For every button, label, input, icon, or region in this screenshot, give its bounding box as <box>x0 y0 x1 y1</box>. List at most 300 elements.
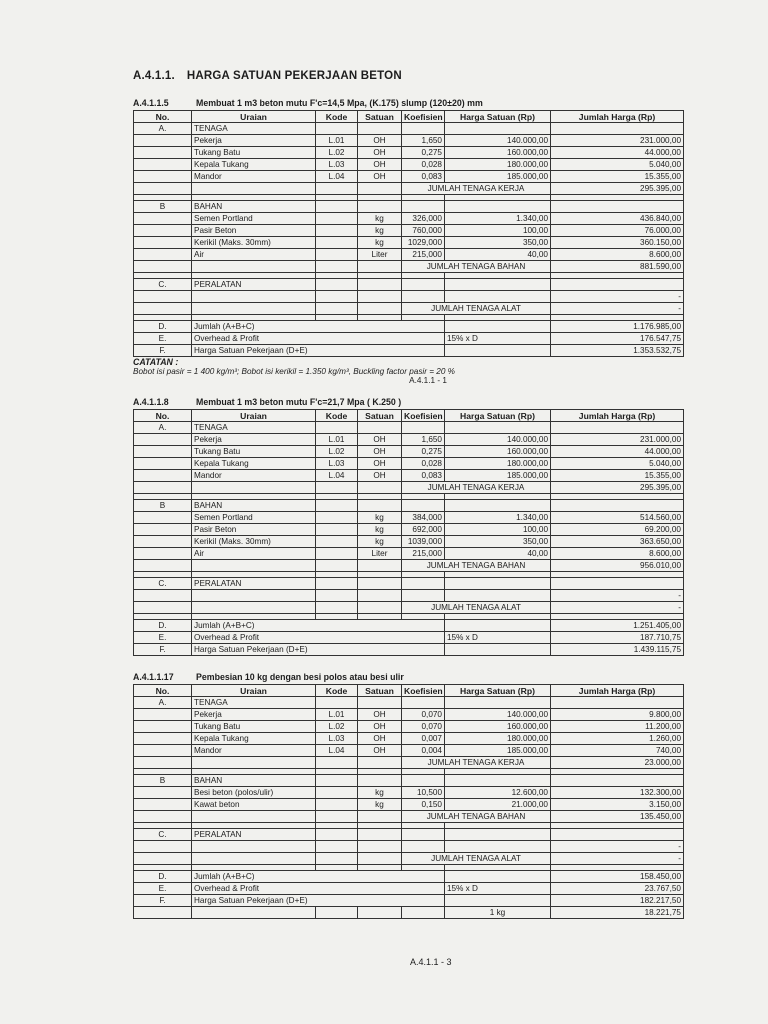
cell-jumlah-harga: 69.200,00 <box>551 524 684 536</box>
cell-no <box>134 745 192 757</box>
table-row-group-bahan <box>134 500 684 512</box>
cell-empty <box>134 907 192 919</box>
cell-empty <box>316 261 358 273</box>
cell-per-unit-value: 18.221,75 <box>551 907 684 919</box>
cell-kode <box>316 799 358 811</box>
cell-summary-label: Harga Satuan Pekerjaan (D+E) <box>192 895 445 907</box>
cell-subtotal-label: JUMLAH TENAGA BAHAN <box>402 811 551 823</box>
cell-empty <box>358 560 402 572</box>
cell-subtotal-label: JUMLAH TENAGA ALAT <box>402 853 551 865</box>
cell-group-label: TENAGA <box>192 422 316 434</box>
cell-subtotal-label: JUMLAH TENAGA ALAT <box>402 602 551 614</box>
cell-group-label: BAHAN <box>192 775 316 787</box>
cell-summary-formula: 15% x D <box>445 333 551 345</box>
cell-jumlah-harga: 15.355,00 <box>551 470 684 482</box>
cell-harga-satuan: 185.000,00 <box>445 470 551 482</box>
cell-summary-formula <box>445 644 551 656</box>
cell-koefisien: 0,275 <box>402 446 445 458</box>
cell-harga-satuan: 160.000,00 <box>445 147 551 159</box>
cell-jumlah-harga: 3.150,00 <box>551 799 684 811</box>
cell-summary-formula: 15% x D <box>445 883 551 895</box>
cell-empty <box>358 303 402 315</box>
cell-kode: L.04 <box>316 470 358 482</box>
table-row <box>134 159 684 171</box>
cell-empty <box>551 422 684 434</box>
cell-uraian: Pekerja <box>192 434 316 446</box>
cell-empty <box>316 590 358 602</box>
cell-summary-formula <box>445 321 551 333</box>
cell-no <box>134 213 192 225</box>
column-header: Jumlah Harga (Rp) <box>551 685 684 697</box>
cell-no: F. <box>134 644 192 656</box>
cell-summary-label: Harga Satuan Pekerjaan (D+E) <box>192 345 445 357</box>
cell-empty <box>402 697 445 709</box>
cell-kode <box>316 512 358 524</box>
table-row-subtotal <box>134 482 684 494</box>
cell-empty <box>134 291 192 303</box>
cell-uraian: Mandor <box>192 171 316 183</box>
cell-group-label: TENAGA <box>192 697 316 709</box>
cell-subtotal-value: 881.590,00 <box>551 261 684 273</box>
table-row <box>134 458 684 470</box>
table-header-row <box>134 410 684 422</box>
cell-empty <box>358 907 402 919</box>
cell-jumlah-harga: - <box>551 841 684 853</box>
cell-kode <box>316 225 358 237</box>
page-number: A.4.1.1 - 3 <box>410 957 452 967</box>
cell-koefisien: 1,650 <box>402 434 445 446</box>
cell-no <box>134 787 192 799</box>
table-row-equipment <box>134 291 684 303</box>
cell-summary-label: Jumlah (A+B+C) <box>192 871 445 883</box>
table-row-subtotal <box>134 183 684 195</box>
cell-empty <box>445 829 551 841</box>
column-header: Jumlah Harga (Rp) <box>551 410 684 422</box>
cell-empty <box>358 841 402 853</box>
table-row <box>134 446 684 458</box>
section-description: Pembesian 10 kg dengan besi polos atau besi ulir <box>196 672 404 682</box>
cell-no: E. <box>134 333 192 345</box>
cell-no: B <box>134 201 192 213</box>
section-code: A.4.1.1.5 <box>133 98 169 108</box>
cell-empty <box>445 279 551 291</box>
cell-koefisien: 0,083 <box>402 470 445 482</box>
cell-no <box>134 512 192 524</box>
cell-summary-value: 1.251.405,00 <box>551 620 684 632</box>
cell-kode: L.02 <box>316 147 358 159</box>
title-code: A.4.1.1. <box>133 70 175 82</box>
cell-subtotal-value: 23.000,00 <box>551 757 684 769</box>
cell-empty <box>402 201 445 213</box>
table-row <box>134 249 684 261</box>
cell-satuan: kg <box>358 787 402 799</box>
cell-jumlah-harga: - <box>551 590 684 602</box>
cell-empty <box>316 829 358 841</box>
cell-harga-satuan: 185.000,00 <box>445 171 551 183</box>
cell-uraian: Tukang Batu <box>192 721 316 733</box>
cell-empty <box>134 841 192 853</box>
column-header: Kode <box>316 111 358 123</box>
table-row-summary <box>134 895 684 907</box>
cell-empty <box>358 482 402 494</box>
cell-uraian: Kepala Tukang <box>192 159 316 171</box>
cell-harga-satuan: 40,00 <box>445 249 551 261</box>
cell-empty <box>134 482 192 494</box>
column-header: Koefisien <box>402 685 445 697</box>
section-description: Membuat 1 m3 beton mutu F'c=14,5 Mpa, (K.175) slump (120±20) mm <box>196 98 483 108</box>
cell-no <box>134 733 192 745</box>
cell-jumlah-harga: 231.000,00 <box>551 434 684 446</box>
cell-empty <box>316 811 358 823</box>
table-row <box>134 171 684 183</box>
notes-block <box>133 357 683 385</box>
cell-empty <box>358 697 402 709</box>
cell-kode <box>316 213 358 225</box>
section-description: Membuat 1 m3 beton mutu F'c=21,7 Mpa ( K.250 ) <box>196 397 402 407</box>
cell-satuan: OH <box>358 434 402 446</box>
cell-empty <box>358 123 402 135</box>
table-row <box>134 237 684 249</box>
cell-empty <box>316 841 358 853</box>
table-row-group-peralatan <box>134 829 684 841</box>
cell-satuan: OH <box>358 745 402 757</box>
table-row-group-bahan <box>134 775 684 787</box>
cell-koefisien: 384,000 <box>402 512 445 524</box>
cell-empty <box>316 853 358 865</box>
cell-no <box>134 458 192 470</box>
cell-kode: L.03 <box>316 733 358 745</box>
cell-empty <box>551 123 684 135</box>
cell-uraian: Kerikil (Maks. 30mm) <box>192 536 316 548</box>
column-header: Satuan <box>358 111 402 123</box>
cell-empty <box>316 757 358 769</box>
cell-empty <box>402 907 445 919</box>
cell-uraian: Pekerja <box>192 135 316 147</box>
cell-empty <box>192 811 316 823</box>
column-header: No. <box>134 410 192 422</box>
section-a41117 <box>133 672 683 919</box>
table-row-subtotal <box>134 560 684 572</box>
cell-group-label: TENAGA <box>192 123 316 135</box>
cell-no <box>134 135 192 147</box>
column-header: Satuan <box>358 685 402 697</box>
cell-jumlah-harga: 5.040,00 <box>551 159 684 171</box>
column-header: Harga Satuan (Rp) <box>445 685 551 697</box>
cell-satuan: OH <box>358 733 402 745</box>
table-row-equipment <box>134 841 684 853</box>
cell-empty <box>445 775 551 787</box>
price-analysis-table <box>133 684 684 919</box>
cell-empty <box>445 841 551 853</box>
cell-koefisien: 0,028 <box>402 458 445 470</box>
column-header: Jumlah Harga (Rp) <box>551 111 684 123</box>
cell-subtotal-label: JUMLAH TENAGA KERJA <box>402 757 551 769</box>
cell-subtotal-label: JUMLAH TENAGA KERJA <box>402 482 551 494</box>
cell-empty <box>402 578 445 590</box>
cell-jumlah-harga: 8.600,00 <box>551 249 684 261</box>
cell-uraian: Pasir Beton <box>192 524 316 536</box>
cell-no <box>134 470 192 482</box>
cell-empty <box>402 775 445 787</box>
cell-koefisien: 215,000 <box>402 249 445 261</box>
cell-uraian: Semen Portland <box>192 213 316 225</box>
cell-harga-satuan: 40,00 <box>445 548 551 560</box>
table-row-equipment <box>134 590 684 602</box>
cell-group-label: BAHAN <box>192 500 316 512</box>
cell-empty <box>316 303 358 315</box>
cell-jumlah-harga: 8.600,00 <box>551 548 684 560</box>
cell-satuan: kg <box>358 524 402 536</box>
cell-harga-satuan: 185.000,00 <box>445 745 551 757</box>
cell-kode <box>316 237 358 249</box>
cell-no <box>134 147 192 159</box>
table-row-summary <box>134 321 684 333</box>
cell-empty <box>316 602 358 614</box>
cell-empty <box>316 291 358 303</box>
cell-group-label: PERALATAN <box>192 279 316 291</box>
cell-subtotal-label: JUMLAH TENAGA BAHAN <box>402 261 551 273</box>
cell-kode: L.01 <box>316 434 358 446</box>
cell-empty <box>316 482 358 494</box>
table-row-summary <box>134 883 684 895</box>
cell-no: E. <box>134 632 192 644</box>
cell-kode: L.02 <box>316 446 358 458</box>
cell-uraian: Kerikil (Maks. 30mm) <box>192 237 316 249</box>
table-row <box>134 745 684 757</box>
cell-summary-label: Harga Satuan Pekerjaan (D+E) <box>192 644 445 656</box>
cell-harga-satuan: 180.000,00 <box>445 159 551 171</box>
cell-no <box>134 536 192 548</box>
cell-summary-formula <box>445 620 551 632</box>
cell-empty <box>445 201 551 213</box>
cell-empty <box>402 123 445 135</box>
cell-empty <box>316 578 358 590</box>
cell-summary-label: Overhead & Profit <box>192 632 445 644</box>
cell-no: A. <box>134 123 192 135</box>
cell-empty <box>551 697 684 709</box>
cell-subtotal-value: - <box>551 303 684 315</box>
cell-harga-satuan: 1.340,00 <box>445 512 551 524</box>
cell-empty <box>445 578 551 590</box>
table-row <box>134 733 684 745</box>
table-row-subtotal <box>134 853 684 865</box>
cell-kode: L.03 <box>316 458 358 470</box>
cell-summary-formula <box>445 871 551 883</box>
cell-jumlah-harga: 76.000,00 <box>551 225 684 237</box>
cell-jumlah-harga: - <box>551 291 684 303</box>
column-header: Kode <box>316 410 358 422</box>
table-row <box>134 434 684 446</box>
cell-koefisien: 0,150 <box>402 799 445 811</box>
cell-kode: L.04 <box>316 745 358 757</box>
table-row-group-peralatan <box>134 279 684 291</box>
table-row-group-tenaga <box>134 697 684 709</box>
cell-no: D. <box>134 871 192 883</box>
cell-kode <box>316 249 358 261</box>
cell-koefisien: 0,083 <box>402 171 445 183</box>
cell-summary-value: 158.450,00 <box>551 871 684 883</box>
cell-group-label: PERALATAN <box>192 578 316 590</box>
cell-subtotal-label: JUMLAH TENAGA BAHAN <box>402 560 551 572</box>
cell-empty <box>192 602 316 614</box>
cell-harga-satuan: 1.340,00 <box>445 213 551 225</box>
cell-koefisien: 692,000 <box>402 524 445 536</box>
cell-jumlah-harga: 231.000,00 <box>551 135 684 147</box>
cell-empty <box>358 853 402 865</box>
cell-empty <box>551 578 684 590</box>
cell-satuan: kg <box>358 225 402 237</box>
cell-satuan: Liter <box>358 249 402 261</box>
table-row-subtotal <box>134 261 684 273</box>
cell-kode <box>316 536 358 548</box>
table-row-summary <box>134 345 684 357</box>
cell-no <box>134 249 192 261</box>
notes-title: CATATAN : <box>133 357 179 367</box>
cell-empty <box>402 500 445 512</box>
cell-uraian: Kepala Tukang <box>192 458 316 470</box>
cell-empty <box>316 183 358 195</box>
cell-empty <box>551 279 684 291</box>
cell-summary-label: Overhead & Profit <box>192 333 445 345</box>
cell-no: C. <box>134 829 192 841</box>
cell-empty <box>316 500 358 512</box>
cell-empty <box>358 829 402 841</box>
cell-uraian: Mandor <box>192 470 316 482</box>
cell-uraian: Semen Portland <box>192 512 316 524</box>
column-header: Koefisien <box>402 410 445 422</box>
cell-kode <box>316 787 358 799</box>
cell-no <box>134 446 192 458</box>
cell-kode: L.02 <box>316 721 358 733</box>
column-header: No. <box>134 685 192 697</box>
cell-koefisien: 10,500 <box>402 787 445 799</box>
column-header: No. <box>134 111 192 123</box>
cell-jumlah-harga: 360.150,00 <box>551 237 684 249</box>
cell-empty <box>192 853 316 865</box>
cell-empty <box>316 775 358 787</box>
cell-empty <box>358 261 402 273</box>
cell-jumlah-harga: 9.800,00 <box>551 709 684 721</box>
cell-satuan: kg <box>358 237 402 249</box>
cell-empty <box>192 907 316 919</box>
cell-empty <box>445 500 551 512</box>
cell-empty <box>358 422 402 434</box>
table-row-summary <box>134 632 684 644</box>
cell-empty <box>358 500 402 512</box>
cell-satuan: kg <box>358 536 402 548</box>
cell-uraian: Tukang Batu <box>192 446 316 458</box>
cell-no: C. <box>134 279 192 291</box>
cell-satuan: Liter <box>358 548 402 560</box>
cell-no: B <box>134 775 192 787</box>
cell-empty <box>192 757 316 769</box>
cell-empty <box>134 261 192 273</box>
cell-harga-satuan: 160.000,00 <box>445 721 551 733</box>
cell-subtotal-label: JUMLAH TENAGA ALAT <box>402 303 551 315</box>
cell-summary-value: 182.217,50 <box>551 895 684 907</box>
cell-empty <box>551 829 684 841</box>
cell-harga-satuan: 100,00 <box>445 225 551 237</box>
cell-empty <box>358 578 402 590</box>
cell-uraian: Kepala Tukang <box>192 733 316 745</box>
table-row <box>134 213 684 225</box>
price-analysis-table <box>133 110 684 357</box>
cell-jumlah-harga: 15.355,00 <box>551 171 684 183</box>
cell-koefisien: 760,000 <box>402 225 445 237</box>
cell-satuan: OH <box>358 147 402 159</box>
table-row <box>134 709 684 721</box>
cell-no: A. <box>134 697 192 709</box>
cell-uraian: Air <box>192 249 316 261</box>
column-header: Satuan <box>358 410 402 422</box>
cell-summary-value: 1.439.115,75 <box>551 644 684 656</box>
cell-harga-satuan: 100,00 <box>445 524 551 536</box>
cell-harga-satuan: 21.000,00 <box>445 799 551 811</box>
cell-no <box>134 159 192 171</box>
cell-no: D. <box>134 321 192 333</box>
cell-koefisien: 1,650 <box>402 135 445 147</box>
cell-empty <box>192 482 316 494</box>
table-row <box>134 799 684 811</box>
table-row <box>134 225 684 237</box>
cell-no: F. <box>134 895 192 907</box>
table-row-summary <box>134 333 684 345</box>
cell-empty <box>358 279 402 291</box>
cell-subtotal-value: 295.395,00 <box>551 183 684 195</box>
cell-empty <box>134 303 192 315</box>
cell-satuan: OH <box>358 446 402 458</box>
cell-empty <box>134 757 192 769</box>
cell-summary-value: 187.710,75 <box>551 632 684 644</box>
cell-no: D. <box>134 620 192 632</box>
cell-empty <box>316 422 358 434</box>
price-analysis-table <box>133 409 684 656</box>
cell-empty <box>316 560 358 572</box>
cell-empty <box>134 853 192 865</box>
cell-kode <box>316 548 358 560</box>
cell-subtotal-label: JUMLAH TENAGA KERJA <box>402 183 551 195</box>
cell-no: F. <box>134 345 192 357</box>
cell-satuan: OH <box>358 470 402 482</box>
column-header: Uraian <box>192 685 316 697</box>
cell-empty <box>445 697 551 709</box>
cell-satuan: OH <box>358 135 402 147</box>
table-row <box>134 147 684 159</box>
cell-no: E. <box>134 883 192 895</box>
section-heading <box>133 672 683 684</box>
cell-jumlah-harga: 436.840,00 <box>551 213 684 225</box>
table-row <box>134 470 684 482</box>
cell-no: C. <box>134 578 192 590</box>
cell-harga-satuan: 350,00 <box>445 536 551 548</box>
cell-harga-satuan: 140.000,00 <box>445 434 551 446</box>
cell-summary-label: Jumlah (A+B+C) <box>192 321 445 333</box>
table-header-row <box>134 685 684 697</box>
cell-empty <box>551 500 684 512</box>
section-heading <box>133 397 683 409</box>
cell-summary-value: 1.353.532,75 <box>551 345 684 357</box>
cell-jumlah-harga: 514.560,00 <box>551 512 684 524</box>
cell-uraian: Tukang Batu <box>192 147 316 159</box>
cell-uraian: Pasir Beton <box>192 225 316 237</box>
cell-jumlah-harga: 44.000,00 <box>551 147 684 159</box>
cell-no <box>134 799 192 811</box>
cell-harga-satuan: 350,00 <box>445 237 551 249</box>
cell-no <box>134 721 192 733</box>
cell-empty <box>402 829 445 841</box>
section-code: A.4.1.1.8 <box>133 397 169 407</box>
cell-subtotal-value: 956.010,00 <box>551 560 684 572</box>
